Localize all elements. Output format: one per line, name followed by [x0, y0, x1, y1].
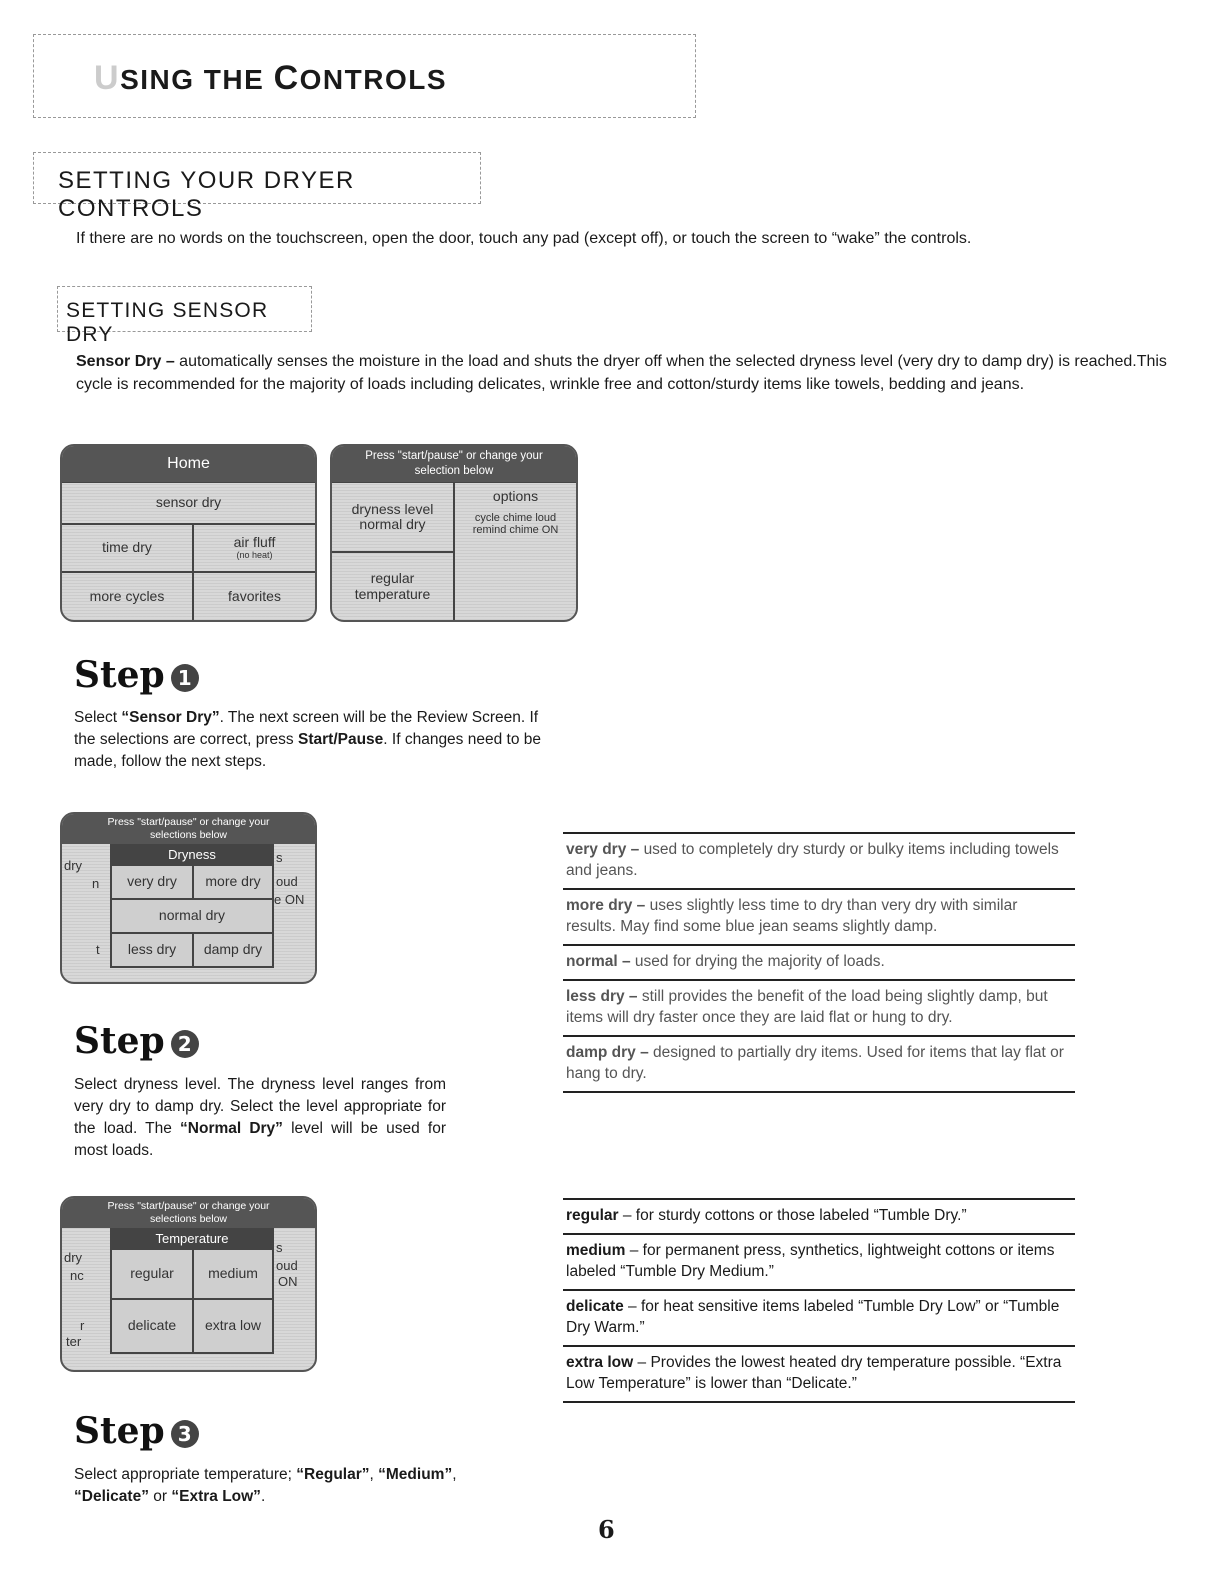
def-term: normal – [566, 953, 631, 970]
section-heading-box [33, 152, 481, 222]
def-text: used for drying the majority of loads. [634, 953, 885, 970]
regular-button[interactable]: regular [111, 1249, 193, 1299]
section-heading: SETTING YOUR DRYER CONTROLS [58, 167, 355, 222]
def-term: more dry – [566, 897, 646, 914]
temp-edge-right-3: ON [278, 1274, 298, 1289]
temp-edge-right-1: s [276, 1240, 283, 1255]
def-damp-dry [563, 1035, 1075, 1093]
step-3-sep-1: , [369, 1466, 379, 1483]
def-delicate [563, 1289, 1075, 1345]
temperature-overlay [110, 1228, 274, 1354]
review-screen-title: Press "start/pause" or change your selection below [332, 446, 576, 482]
def-text: – for permanent press, synthetics, lightweight cottons or items labeled “Tumble Dry Medium.” [566, 1242, 1055, 1280]
def-text: uses slightly less time to dry than very dry with similar results. May find some blue jean seams slightly damp. [566, 897, 1018, 935]
very-dry-button[interactable]: very dry [111, 865, 193, 899]
step-1-text [74, 707, 560, 773]
sensor-dry-button[interactable]: sensor dry [62, 482, 315, 524]
step-3-sep-3: or [148, 1488, 172, 1505]
air-fluff-sublabel: (no heat) [236, 549, 273, 560]
temperature-screen [60, 1196, 317, 1372]
def-regular [563, 1198, 1075, 1233]
air-fluff-label: air fluff [233, 534, 276, 551]
dryness-level-label: dryness level [351, 500, 434, 517]
options-button[interactable] [454, 482, 576, 620]
step-1-heading [74, 654, 199, 696]
sensor-dry-paragraph [76, 350, 1176, 396]
damp-dry-button[interactable]: damp dry [193, 933, 273, 967]
dryness-edge-left-1: dry [64, 858, 83, 873]
def-text: – for heat sensitive items labeled “Tumble Dry Low” or “Tumble Dry Warm.” [566, 1298, 1060, 1336]
page-number: 6 [598, 1515, 615, 1544]
step-3-text [74, 1464, 494, 1508]
subsection-heading: SETTING SENSOR DRY [66, 299, 269, 346]
dryness-level-value: normal dry [359, 516, 426, 532]
step-2-bold-a: “Normal Dry” [180, 1120, 283, 1137]
step-3-sep-4: . [260, 1488, 266, 1505]
def-less-dry [563, 979, 1075, 1035]
dryness-edge-right-2: oud [276, 874, 298, 889]
step-1-text-b: . The next screen will be the Review Screen. If the selections are correct, press [74, 709, 539, 748]
step-3-text-a: Select appropriate temperature; [74, 1466, 297, 1483]
step-2-text-a: Select dryness level. The dryness level ranges from very dry to damp dry. Select the level appropriate for the load. The [74, 1076, 446, 1137]
dryness-edge-left-3: t [96, 942, 100, 957]
dryness-edge-right-1: s [276, 850, 283, 865]
step-2-heading [74, 1020, 199, 1062]
extra-low-button[interactable]: extra low [193, 1299, 273, 1353]
time-dry-button[interactable]: time dry [62, 524, 193, 572]
temp-screen-top: Press "start/pause" or change your selections below [62, 1198, 315, 1228]
temperature-definitions [563, 1198, 1075, 1403]
temp-edge-left-4: ter [66, 1334, 82, 1349]
title-part-1: SING THE [120, 64, 274, 95]
step-2-number: 2 [171, 1030, 199, 1058]
def-term: less dry – [566, 988, 638, 1005]
temp-edge-right-2: oud [276, 1258, 298, 1273]
step-2-text [74, 1074, 446, 1162]
sensor-dry-term: Sensor Dry – [76, 353, 175, 370]
def-term: damp dry – [566, 1044, 649, 1061]
subsection-heading-box [57, 286, 312, 346]
def-text: still provides the benefit of the load being slightly damp, but items will dry faster once they are laid flat or hung to dry. [566, 988, 1048, 1026]
def-more-dry [563, 888, 1075, 944]
step-3-bold-b: “Medium” [378, 1466, 453, 1483]
step-2-label: Step [74, 1020, 165, 1062]
home-screen-title: Home [62, 446, 315, 482]
section-intro: If there are no words on the touchscreen, open the door, touch any pad (except off), or touch the screen to “wake” the controls. [76, 230, 972, 247]
review-screen [330, 444, 578, 622]
dryness-overlay [110, 844, 274, 968]
favorites-button[interactable]: favorites [193, 572, 315, 620]
def-text: – for sturdy cottons or those labeled “Tumble Dry.” [622, 1207, 967, 1224]
page-title [94, 59, 447, 98]
def-text: used to completely dry sturdy or bulky items including towels and jeans. [566, 841, 1059, 879]
temp-edge-left-1: dry [64, 1250, 83, 1265]
step-1-bold-a: “Sensor Dry” [121, 709, 220, 726]
dryness-overlay-title: Dryness [111, 845, 273, 865]
temperature-label: temperature [354, 585, 431, 602]
normal-dry-button[interactable]: normal dry [111, 899, 273, 933]
options-label: options [492, 488, 539, 504]
step-3-bold-a: “Regular” [296, 1466, 370, 1483]
sensor-dry-description: automatically senses the moisture in the load and shuts the dryer off when the selected dryness level (very dry to damp dry) is reached.This cycle is recommended for the majority of loads including delicates, wrinkle free and cotton/sturdy items like towels, bedding and jeans. [76, 353, 1167, 393]
step-3-bold-c: “Delicate” [74, 1488, 149, 1505]
dryness-edge-left-2: n [92, 876, 100, 891]
step-1-label: Step [74, 654, 165, 696]
step-3-number: 3 [171, 1420, 199, 1448]
less-dry-button[interactable]: less dry [111, 933, 193, 967]
step-2-text-b: level will be used for most loads. [74, 1120, 447, 1159]
step-3-bold-d: “Extra Low” [171, 1488, 261, 1505]
step-3-label: Step [74, 1410, 165, 1452]
more-dry-button[interactable]: more dry [193, 865, 273, 899]
more-cycles-button[interactable]: more cycles [62, 572, 193, 620]
def-term: extra low [566, 1354, 634, 1371]
def-term: medium [566, 1242, 626, 1259]
def-text: – Provides the lowest heated dry temperature possible. “Extra Low Temperature” is lower than “Delicate.” [566, 1354, 1062, 1392]
delicate-button[interactable]: delicate [111, 1299, 193, 1353]
step-3-sep-2: , [452, 1466, 457, 1483]
step-1-bold-b: Start/Pause [298, 731, 384, 748]
temp-edge-left-3: r [80, 1318, 85, 1333]
dryness-screen-top: Press "start/pause" or change your selections below [62, 814, 315, 844]
step-3-heading [74, 1410, 199, 1452]
def-term: very dry – [566, 841, 640, 858]
def-medium [563, 1233, 1075, 1289]
def-very-dry [563, 832, 1075, 888]
def-extra-low [563, 1345, 1075, 1403]
def-text: designed to partially dry items. Used for items that lay flat or hang to dry. [566, 1044, 1064, 1082]
medium-button[interactable]: medium [193, 1249, 273, 1299]
dryness-screen [60, 812, 317, 984]
step-1-text-a: Select [74, 709, 122, 726]
home-screen [60, 444, 317, 622]
title-initial: U [94, 59, 121, 97]
dryness-definitions [563, 832, 1075, 1093]
temperature-value: regular [370, 570, 415, 587]
cycle-chime-value: cycle chime loud [474, 512, 557, 525]
def-term: regular [566, 1207, 619, 1224]
temperature-overlay-title: Temperature [111, 1229, 273, 1249]
remind-chime-value: remind chime ON [472, 524, 559, 537]
page-header-box [33, 34, 696, 118]
temp-edge-left-2: nc [70, 1268, 84, 1283]
step-1-number: 1 [171, 664, 199, 692]
temperature-button[interactable] [332, 552, 454, 620]
title-part-2: ONTROLS [299, 64, 448, 95]
def-normal [563, 944, 1075, 979]
title-initial-2: C [273, 59, 300, 97]
def-term: delicate [566, 1298, 624, 1315]
air-fluff-button[interactable] [193, 524, 315, 572]
dryness-edge-right-3: e ON [274, 892, 305, 907]
step-1-text-c: . If changes need to be made, follow the next steps. [74, 731, 541, 770]
dryness-level-button[interactable] [332, 482, 454, 552]
